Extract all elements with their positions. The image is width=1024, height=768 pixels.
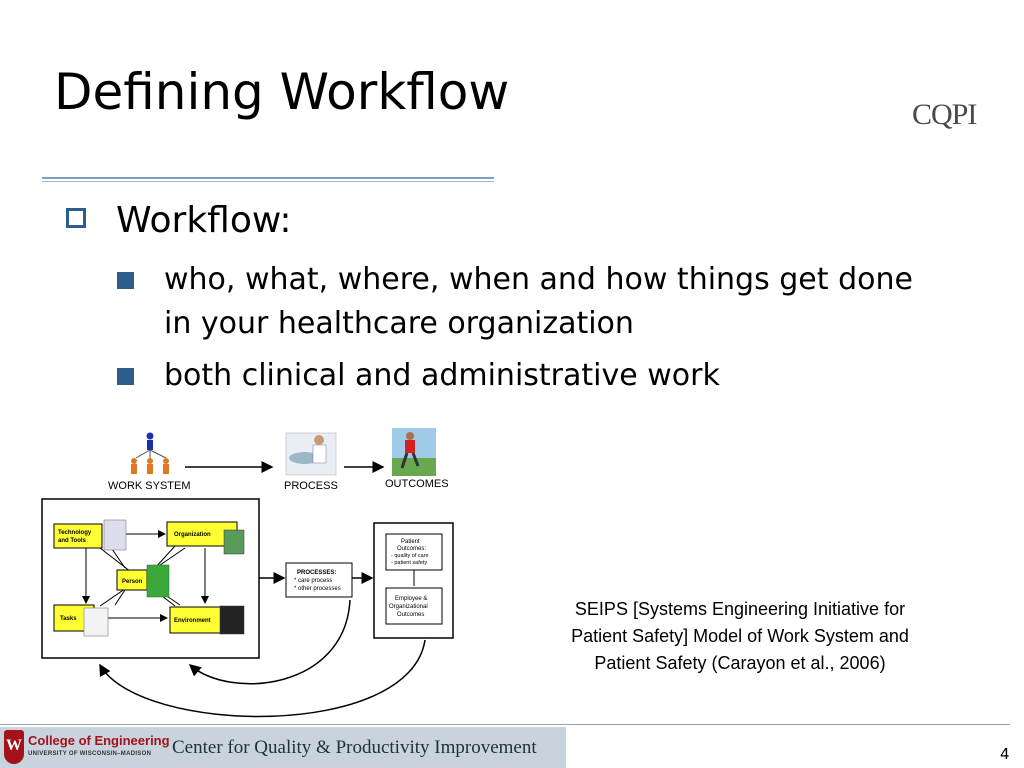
runner-icon <box>392 428 436 476</box>
technology-label-line2: and Tools <box>58 538 86 544</box>
person-label: Person <box>122 579 143 585</box>
center-name: Center for Quality & Productivity Improvement <box>172 737 537 758</box>
diagram-caption: SEIPS [Systems Engineering Initiative for Patient Safety] Model of Work System and Patient Safety (Carayon et al., 2006) <box>571 599 909 673</box>
outcomes-label: OUTCOMES <box>385 478 449 490</box>
computer-user-icon <box>104 520 126 550</box>
operating-room-icon <box>220 606 244 634</box>
organization-label: Organization <box>174 532 211 538</box>
uw-crest-icon: W <box>4 730 24 764</box>
slide-title: Defining Workflow <box>54 63 510 121</box>
processes-title: PROCESSES: <box>297 570 337 576</box>
clinician-patient-icon <box>286 433 336 475</box>
university-name: UNIVERSITY OF WISCONSIN–MADISON <box>28 751 152 757</box>
bullet-level1-text: Workflow: <box>116 200 292 241</box>
footer-divider <box>0 724 1010 725</box>
patient-outcomes-title-line1: Patient <box>401 539 420 545</box>
college-name: College of Engineering <box>28 733 170 748</box>
tasks-label: Tasks <box>60 616 77 622</box>
employee-outcomes-line1: Employee & <box>395 596 428 602</box>
page-number: 4 <box>1000 745 1010 763</box>
team-icon <box>224 530 244 554</box>
bullet-level2-text: both clinical and administrative work <box>164 358 720 393</box>
process-label: PROCESS <box>284 480 338 492</box>
patient-outcomes-quality: - quality of care <box>391 553 429 559</box>
bullet-level2-text: who, what, where, when and how things get done in your healthcare organization <box>164 262 913 341</box>
processes-item-care: * care process <box>294 578 333 584</box>
employee-outcomes-line3: Outcomes <box>397 612 425 618</box>
patient-outcomes-safety: - patient safety <box>391 560 428 566</box>
cqpi-logo: CQPI <box>912 98 977 131</box>
patient-outcomes-title-line2: Outcomes: <box>397 546 427 552</box>
technology-label-line1: Technology <box>58 530 92 536</box>
processes-item-other: * other processes <box>294 586 341 592</box>
surgeon-icon <box>147 565 169 597</box>
desk-worker-icon <box>84 608 108 636</box>
technology-box <box>54 524 102 548</box>
employee-outcomes-line2: Organizational <box>389 604 428 610</box>
environment-label: Environment <box>174 618 211 624</box>
work-system-label: WORK SYSTEM <box>108 480 191 492</box>
org-people-icon <box>131 433 169 475</box>
